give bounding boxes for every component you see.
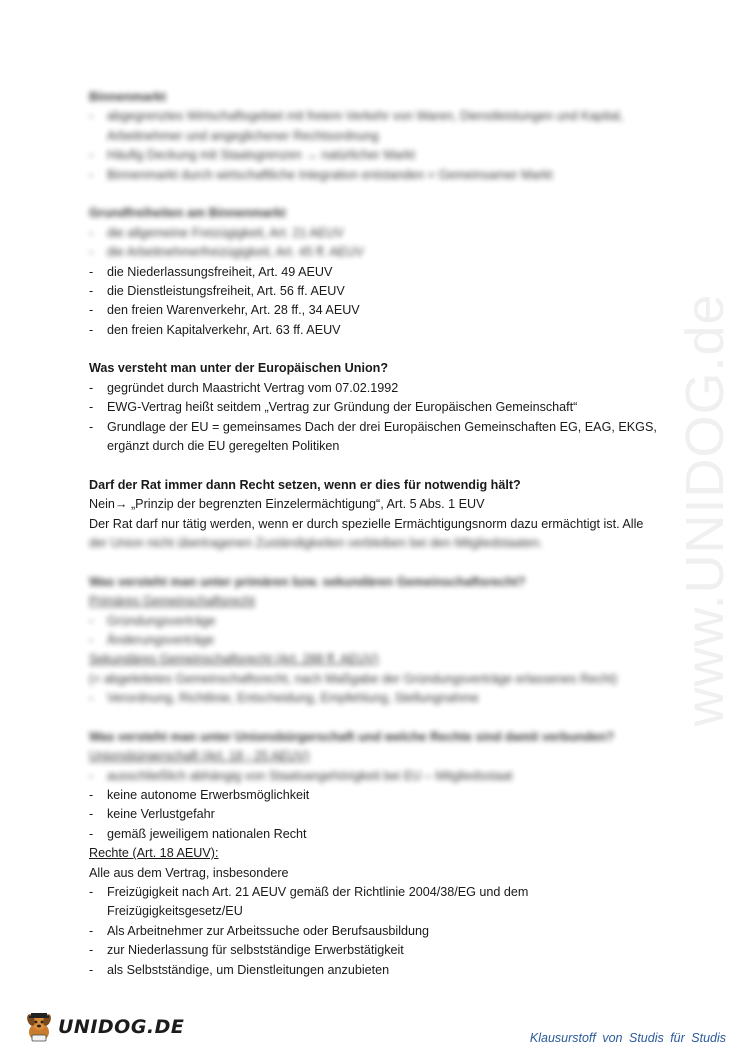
list-item: - keine Verlustgefahr	[89, 805, 659, 824]
section-heading: Grundfreiheiten am Binnenmarkt	[89, 206, 286, 221]
spacer	[89, 553, 659, 572]
logo-wordmark: UNIDOG.DE	[58, 1016, 185, 1038]
list-item-continuation: Arbeitnehmer und angeglichener Rechtsordnung	[107, 128, 379, 143]
list-item: - Verordnung, Richtlinie, Entscheidung, Empfehlung, Stellungnahme	[89, 689, 659, 708]
list-item: - Gründungsverträge	[89, 612, 659, 631]
list-item-continuation: ergänzt durch die EU geregelten Politiken	[107, 439, 340, 454]
subheading: Sekundäres Gemeinschaftsrecht (Art. 288 ff. AEUV)	[89, 652, 379, 667]
list-item: - Änderungsverträge	[89, 631, 659, 650]
list-item: - Grundlage der EU = gemeinsames Dach der drei Europäischen Gemeinschaften EG, EAG, EKGS,	[89, 418, 659, 437]
paragraph-line: der Union nicht übertragenen Zuständigkeiten verbleiben bei den Mitgliedstaaten.	[89, 535, 543, 550]
paragraph-line: Nein→ „Prinzip der begrenzten Einzelermächtigung“, Art. 5 Abs. 1 EUV	[89, 497, 485, 512]
subheading: Primäres Gemeinschaftsrecht	[89, 594, 255, 609]
section-heading: Binnenmarkt	[89, 90, 166, 104]
list-item: - Binnenmarkt durch wirtschaftliche Integration entstanden = Gemeinsamer Markt	[89, 166, 659, 185]
spacer	[89, 185, 659, 204]
list-item: - die allgemeine Freizügigkeit, Art. 21 AEUV	[89, 224, 659, 243]
list-item: - keine autonome Erwerbsmöglichkeit	[89, 786, 659, 805]
watermark: www.UNIDOG.de	[675, 293, 735, 727]
list-item: - Häufig Deckung mit Staatsgrenzen → natürlicher Markt	[89, 146, 659, 165]
list-item: - als Selbstständige, um Dienstleitungen anzubieten	[89, 961, 659, 980]
list-item: - gegründet durch Maastricht Vertrag vom 07.02.1992	[89, 379, 659, 398]
paragraph-line: (= abgeleitetes Gemeinschaftsrecht, nach Maßgabe der Gründungsverträge erlassenes Recht)	[89, 671, 618, 686]
section-heading: Was versteht man unter Unionsbürgerschaft und welche Rechte sind damit verbunden?	[89, 729, 615, 744]
subheading: Unionsbürgerschaft (Art. 18 - 25 AEUV)	[89, 749, 310, 764]
spacer	[89, 340, 659, 359]
spacer	[89, 456, 659, 475]
paragraph-line: Der Rat darf nur tätig werden, wenn er durch spezielle Ermächtigungsnorm dazu ermächtigt ist. Alle	[89, 516, 644, 531]
section-heading: Was versteht man unter primären bzw. sekundären Gemeinschaftsrecht?	[89, 574, 526, 589]
list-item: - gemäß jeweiligem nationalen Recht	[89, 825, 659, 844]
section-heading: Darf der Rat immer dann Recht setzen, wenn er dies für notwendig hält?	[89, 477, 521, 492]
dog-mascot-icon	[22, 1010, 56, 1044]
list-item: - die Dienstleistungsfreiheit, Art. 56 ff. AEUV	[89, 282, 659, 301]
list-item: - den freien Warenverkehr, Art. 28 ff., 34 AEUV	[89, 301, 659, 320]
paragraph-line: Alle aus dem Vertrag, insbesondere	[89, 865, 289, 880]
document-body	[89, 88, 659, 980]
list-item: - den freien Kapitalverkehr, Art. 63 ff. AEUV	[89, 321, 659, 340]
list-item-continuation: Freizügigkeitsgesetz/EU	[107, 904, 243, 919]
subheading: Rechte (Art. 18 AEUV):	[89, 846, 219, 861]
list-item: - Freizügigkeit nach Art. 21 AEUV gemäß der Richtlinie 2004/38/EG und dem	[89, 883, 659, 902]
unidog-logo[interactable]	[22, 1010, 184, 1044]
list-item: - abgegrenztes Wirtschaftsgebiet mit freiem Verkehr von Waren, Dienstleistungen und Kapital,	[89, 107, 659, 126]
list-item: - die Arbeitnehmerfreizügigkeit, Art. 45 ff. AEUV	[89, 243, 659, 262]
list-item: - zur Niederlassung für selbstständige Erwerbstätigkeit	[89, 941, 659, 960]
spacer	[89, 709, 659, 728]
section-heading: Was versteht man unter der Europäischen Union?	[89, 361, 389, 376]
list-item: - die Niederlassungsfreiheit, Art. 49 AEUV	[89, 263, 659, 282]
list-item: - ausschließlich abhängig von Staatsangehörigkeit bei EU – Mitgliedsstaat	[89, 767, 659, 786]
footer-tagline: Klausurstoff von Studis für Studis	[529, 1031, 726, 1045]
list-item: - Als Arbeitnehmer zur Arbeitssuche oder Berufsausbildung	[89, 922, 659, 941]
list-item: - EWG-Vertrag heißt seitdem „Vertrag zur Gründung der Europäischen Gemeinschaft“	[89, 398, 659, 417]
